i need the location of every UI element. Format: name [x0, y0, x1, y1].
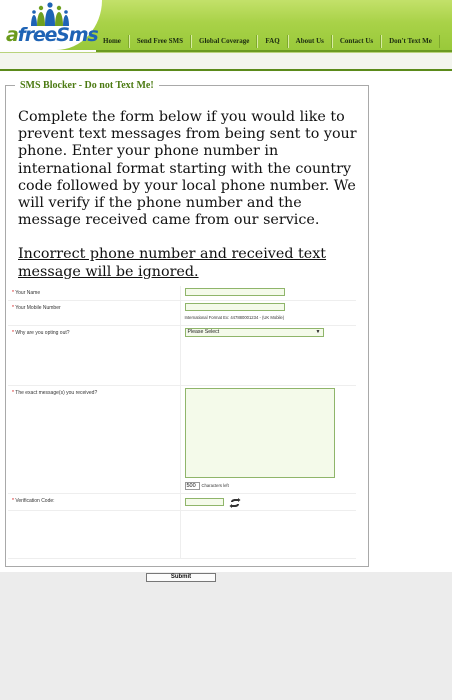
logo-text-free: free — [17, 24, 57, 46]
verification-label-text: Verification Code: — [15, 497, 55, 504]
submit-button[interactable]: Submit — [146, 573, 216, 582]
nav-faq[interactable]: FAQ — [257, 35, 287, 48]
intro-text: Complete the form below if you would like to prevent text messages from being sent to your phone. Enter your phone number in international format starting with the country code followed by your local phone number. We will verify if the phone number and the message received came from our service. — [18, 109, 357, 229]
required-marker: * — [12, 304, 14, 311]
header-subband — [0, 53, 452, 69]
nav-dont-text-me[interactable]: Don't Text Me — [381, 35, 440, 48]
spacer-cell — [180, 510, 356, 558]
form-row-message — [8, 385, 356, 493]
mobile-label — [8, 300, 180, 325]
header-divider — [0, 69, 452, 71]
people-icon — [30, 2, 70, 26]
verification-label — [8, 493, 180, 510]
form-row-verification — [8, 493, 356, 510]
reason-label — [8, 325, 180, 385]
mobile-cell — [180, 300, 356, 325]
name-label-text: Your Name — [15, 290, 41, 296]
required-marker: * — [12, 329, 14, 336]
required-marker: * — [12, 290, 14, 296]
name-input[interactable] — [185, 288, 285, 296]
nav-global-coverage[interactable]: Global Coverage — [191, 35, 257, 48]
refresh-icon[interactable] — [229, 498, 241, 508]
chevron-down-icon: ▼ — [315, 328, 321, 335]
nav-send-free-sms[interactable]: Send Free SMS — [129, 35, 191, 48]
name-label — [8, 286, 180, 300]
form-row-mobile — [8, 300, 356, 325]
logo-text-sms: Sms — [56, 24, 98, 46]
verification-cell — [180, 493, 356, 510]
message-label-text: The exact message(s) you received? — [15, 389, 98, 396]
verification-input[interactable] — [185, 498, 224, 506]
logo-text — [6, 24, 97, 46]
characters-left-label: Characters left — [201, 483, 229, 488]
form-row-spacer — [8, 510, 356, 558]
reason-cell — [180, 325, 356, 385]
characters-left — [185, 482, 353, 490]
logo-text-a: a — [6, 24, 18, 46]
main-nav — [96, 34, 440, 49]
reason-label-text: Why are you opting out? — [15, 329, 70, 336]
mobile-label-text: Your Mobile Number — [15, 304, 61, 311]
required-marker: * — [12, 497, 14, 504]
message-textarea[interactable] — [185, 388, 335, 478]
reason-select-value: Please Select — [187, 328, 220, 335]
site-logo[interactable] — [4, 2, 98, 48]
logo-area — [0, 0, 102, 50]
message-label — [8, 385, 180, 493]
main-content — [0, 72, 452, 580]
name-cell — [180, 286, 356, 300]
spacer-cell — [8, 510, 180, 558]
form-row-name — [8, 286, 356, 300]
nav-about-us[interactable]: About Us — [288, 35, 332, 48]
warning-text: Incorrect phone number and received text message will be ignored. — [18, 246, 327, 280]
sms-blocker-form — [5, 80, 369, 580]
form-legend: SMS Blocker - Do not Text Me! — [20, 80, 154, 91]
form-row-reason — [8, 325, 356, 385]
message-cell — [180, 385, 356, 493]
form-instructions — [18, 109, 358, 281]
mobile-format-hint: International Format Ex: 447880001234 - (UK Mobile) — [184, 314, 285, 320]
mobile-input[interactable] — [185, 303, 285, 311]
reason-select[interactable] — [185, 328, 324, 337]
characters-left-count: 500 — [185, 482, 200, 490]
required-marker: * — [12, 389, 14, 396]
form-fields — [8, 286, 356, 559]
verification-group — [185, 496, 353, 508]
site-header — [0, 0, 452, 72]
nav-contact-us[interactable]: Contact Us — [332, 35, 381, 48]
nav-home[interactable]: Home — [96, 35, 129, 48]
